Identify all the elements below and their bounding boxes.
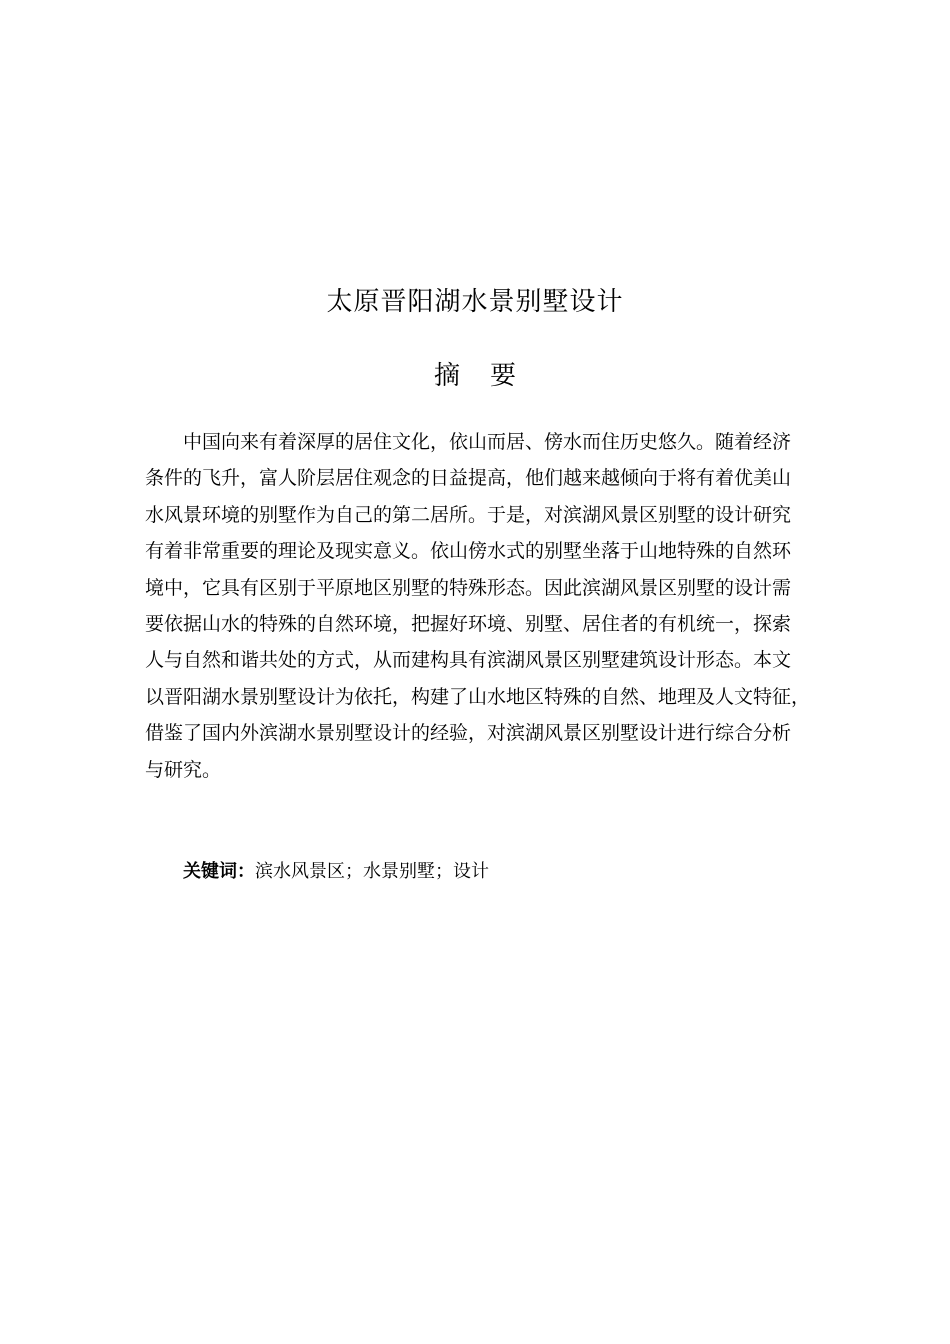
abstract-line: 人与自然和谐共处的方式，从而建构具有滨湖风景区别墅建筑设计形态。本文 [145,649,792,672]
abstract-body [145,424,825,788]
abstract-line: 借鉴了国内外滨湖水景别墅设计的经验，对滨湖风景区别墅设计进行综合分析 [145,722,792,745]
keywords-value: 滨水风景区；水景别墅；设计 [255,861,489,882]
abstract-heading-char-2: 要 [490,361,517,391]
abstract-line: 中国向来有着深厚的居住文化，依山而居、傍水而住历史悠久。随着经济 [183,431,792,453]
abstract-line: 要依据山水的特殊的自然环境，把握好环境、别墅、居住者的有机统一，探索 [145,612,792,635]
document-title: 太原晋阳湖水景别墅设计 [326,287,624,317]
abstract-line: 与研究。 [145,758,222,781]
abstract-heading [0,356,950,396]
abstract-heading-char-1: 摘 [433,361,460,391]
abstract-line: 境中，它具有区别于平原地区别墅的特殊形态。因此滨湖风景区别墅的设计需 [145,576,792,599]
keywords-line [183,856,489,888]
abstract-line: 有着非常重要的理论及现实意义。依山傍水式的别墅坐落于山地特殊的自然环 [145,540,792,563]
abstract-line: 以晋阳湖水景别墅设计为依托，构建了山水地区特殊的自然、地理及人文特征， [145,685,811,708]
abstract-line: 水风景环境的别墅作为自己的第二居所。于是，对滨湖风景区别墅的设计研究 [145,503,792,526]
abstract-line: 条件的飞升，富人阶层居住观念的日益提高，他们越来越倾向于将有着优美山 [145,467,792,490]
keywords-label: 关键词： [183,861,255,882]
